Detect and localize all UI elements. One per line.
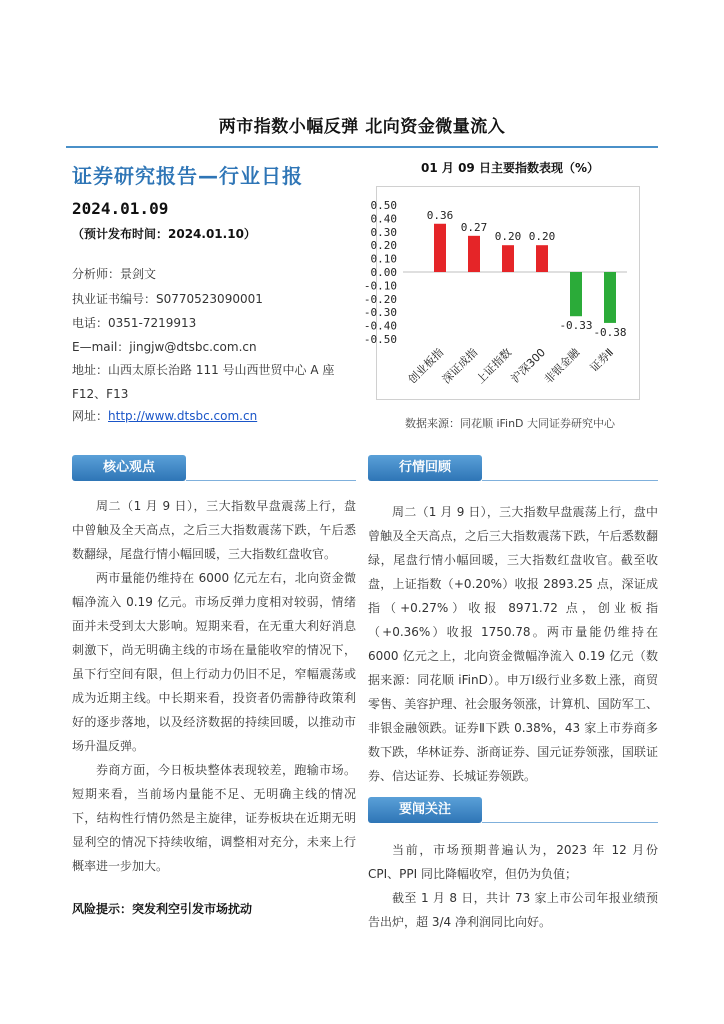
bar-5 [570, 272, 582, 316]
market-text [368, 500, 658, 788]
y-tick-label: -0.10 [363, 279, 397, 293]
y-tick-label: 0.40 [370, 212, 397, 226]
x-category-label: 创业板指 [405, 345, 447, 387]
section-news-label: 要闻关注 [368, 797, 482, 823]
bar-value-label: 0.20 [528, 230, 556, 244]
x-category-label: 证券Ⅱ [587, 345, 617, 375]
section-market-label: 行情回顾 [368, 455, 482, 481]
y-tick-label: 0.20 [370, 239, 397, 253]
website-link[interactable]: http://www.dtsbc.com.cn [108, 409, 258, 423]
y-tick-label: -0.50 [363, 333, 397, 346]
section-core-line [186, 480, 356, 481]
chart-title: 01 月 09 日主要指数表现（%） [421, 161, 599, 175]
core-text [72, 494, 356, 878]
bar-4 [536, 245, 548, 272]
y-tick-label: 0.30 [370, 225, 397, 239]
y-tick-label: -0.30 [363, 306, 397, 320]
page-headline: 两市指数小幅反弹 北向资金微量流入 [218, 117, 506, 137]
chart-frame [363, 186, 640, 400]
website-row [72, 408, 257, 424]
bar-3 [502, 245, 514, 272]
analyst-name: 分析师：景剑文 [72, 267, 157, 281]
index-performance-chart [363, 187, 639, 399]
x-category-label: 非银金融 [541, 345, 583, 387]
news-paragraph-2: 截至 1 月 8 日，共计 73 家上市公司年报业绩预告出炉，超 3/4 净利润同比向好。 [368, 891, 658, 929]
x-category-label: 沪深300 [508, 345, 549, 386]
bar-2 [468, 236, 480, 272]
website-label: 网址： [72, 409, 109, 423]
header-divider [66, 146, 658, 148]
y-tick-label: 0.10 [370, 252, 397, 266]
bar-value-label: -0.33 [559, 319, 593, 333]
analyst-email: E—mail：jingjw@dtsbc.com.cn [72, 340, 257, 354]
bar-6 [604, 272, 616, 323]
y-tick-label: -0.20 [363, 292, 397, 306]
section-market-line [482, 480, 658, 481]
y-tick-label: 0.00 [370, 266, 397, 279]
chart-source: 数据来源：同花顺 iFinD 大同证券研究中心 [404, 417, 616, 430]
publish-date: （预计发布时间：2024.01.10） [72, 227, 256, 241]
address-line-2: F12、F13 [72, 387, 129, 401]
bar-value-label: 0.20 [494, 230, 522, 244]
report-date: 2024.01.09 [72, 199, 169, 218]
x-category-label: 上证指数 [473, 345, 515, 387]
bar-value-label: 0.27 [460, 220, 488, 234]
core-paragraph-3: 券商方面，今日板块整体表现较差，跑输市场。短期来看，当前场内量能不足、无明确主线的情况下，结构性行情仍然是主旋律，证券板块在近期无明显利空的情况下持续收缩，调整相对充分，未来上行概率进一步加大。 [72, 763, 356, 873]
market-paragraph: 周二（1 月 9 日），三大指数早盘震荡上行，盘中曾触及全天高点，之后三大指数震荡下跌，午后悉数翻绿，尾盘行情小幅回暖，三大指数红盘收官。截至收盘，上证指数（+0.20%）收报 2893.25 点，深证成指（+0.27%）收报 8971.72 点，创业板指（+0.36%）收报 1750.78。两市量能仍维持在 6000 亿元之上，北向资金微幅净流入 0.19 亿元（数据来源：同花顺 iFinD）。申万Ⅰ级行业多数上涨，商贸零售、美容护理、社会服务领涨，计算机、国防军工、非银金融领跌。证券Ⅱ下跌 0.38%，43 家上市券商多数下跌，华林证券、浙商证券、国元证券领涨，国联证券、信达证券、长城证券领跌。 [368, 505, 658, 783]
news-paragraph-1: 当前，市场预期普遍认为，2023 年 12 月份 CPI、PPI 同比降幅收窄，但仍为负值； [368, 843, 658, 881]
bar-value-label: 0.36 [426, 208, 454, 222]
bar-value-label: -0.38 [593, 325, 627, 339]
core-paragraph-1: 周二（1 月 9 日），三大指数早盘震荡上行，盘中曾触及全天高点，之后三大指数震荡下跌，午后悉数翻绿，尾盘行情小幅回暖，三大指数红盘收官。 [72, 499, 356, 561]
section-news-line [482, 822, 658, 823]
core-paragraph-2: 两市量能仍维持在 6000 亿元左右，北向资金微幅净流入 0.19 亿元。市场反弹力度相对较弱，情绪面并未受到太大影响。短期来看，在无重大利好消息刺激下，尚无明确主线的市场在量能收窄的情况下，虽下行空间有限，但上行动力仍旧不足，窄幅震荡或成为近期主线。中长期来看，投资者仍需静待政策利好的逐步落地，以及经济数据的持续回暖，以推动市场升温反弹。 [72, 571, 356, 753]
news-text [368, 838, 658, 934]
x-category-label: 深证成指 [439, 345, 481, 387]
y-tick-label: -0.40 [363, 319, 397, 333]
bar-1 [434, 224, 446, 272]
risk-warning: 风险提示：突发利空引发市场扰动 [72, 902, 253, 916]
y-tick-label: 0.50 [370, 199, 397, 212]
report-title: 证券研究报告—行业日报 [72, 164, 303, 188]
section-core-label: 核心观点 [72, 455, 186, 481]
address-line-1: 地址：山西太原长治路 111 号山西世贸中心 A 座 [72, 363, 335, 377]
analyst-license: 执业证书编号：S0770523090001 [72, 292, 263, 306]
analyst-phone: 电话：0351-7219913 [72, 316, 197, 330]
